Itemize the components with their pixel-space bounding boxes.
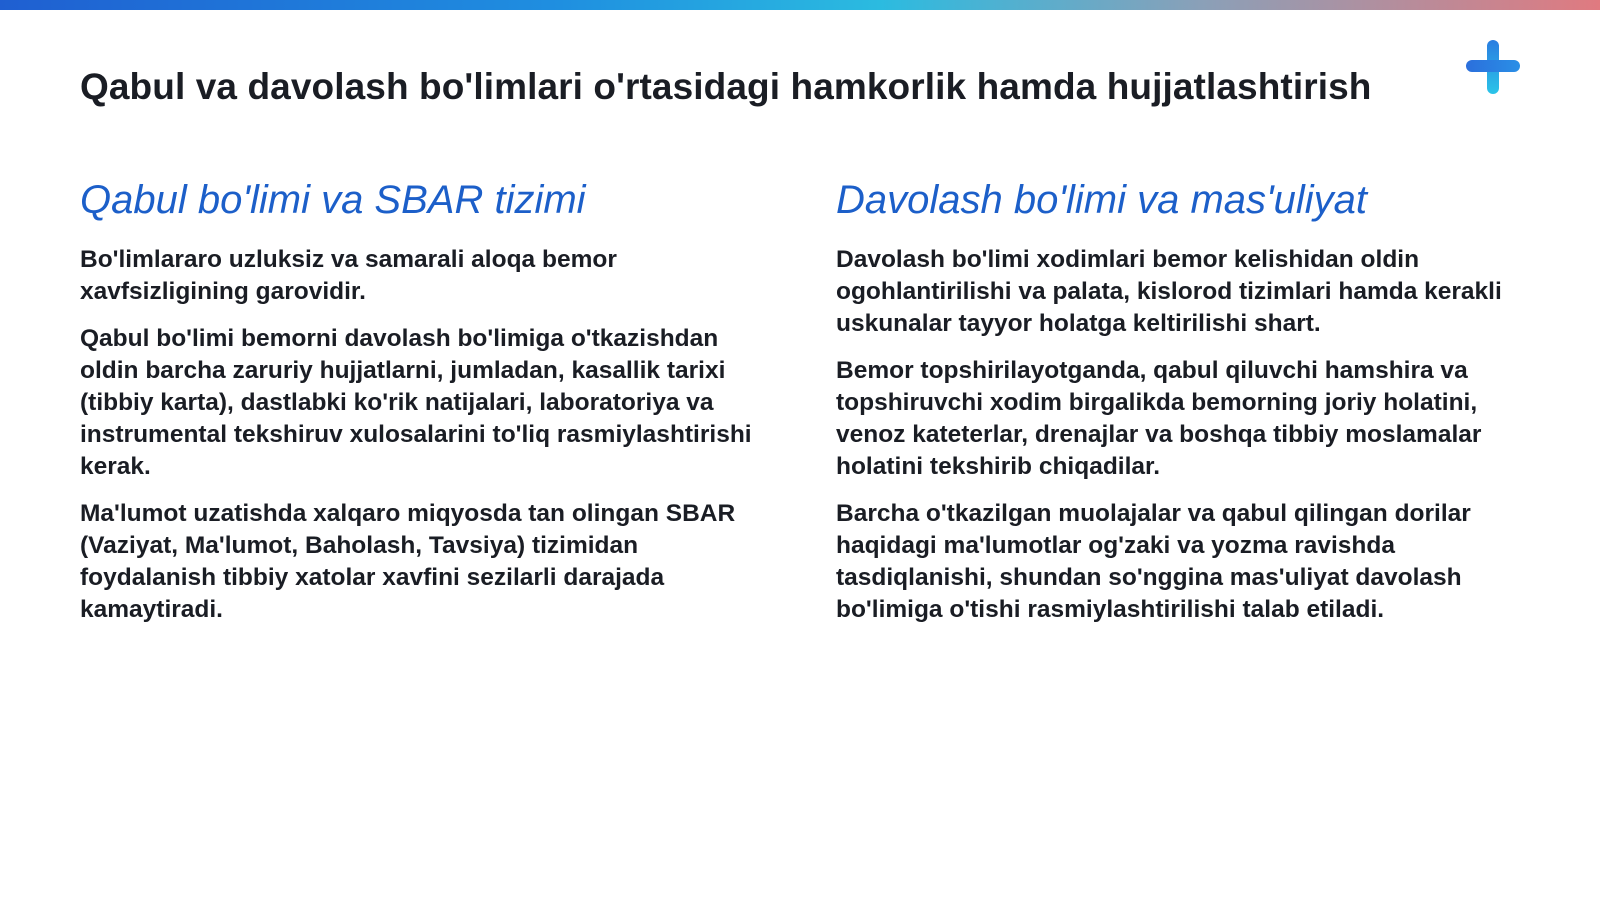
- medical-cross-icon: [1466, 40, 1520, 94]
- left-paragraph-3: Ma'lumot uzatishda xalqaro miqyosda tan olingan SBAR (Vaziyat, Ma'lumot, Baholash, Tavsiya) tizimidan foydalanish tibbiy xatolar xavfini sezilarli darajada kamaytiradi.: [80, 500, 736, 623]
- left-paragraph-2: Qabul bo'limi bemorni davolash bo'limiga o'tkazishdan oldin barcha zaruriy hujjatlarni, jumladan, kasallik tarixi (tibbiy karta), dastlabki ko'rik natijalari, laboratoriya va instrumental tekshiruv xulosalarini to'liq rasmiylashtirishi kerak.: [80, 325, 752, 480]
- right-paragraph-3: Barcha o'tkazilgan muolajalar va qabul qilingan dorilar haqidagi ma'lumotlar og'zaki va yozma ravishda tasdiqlanishi, shundan so'nggina mas'uliyat davolash bo'limiga o'tishi rasmiylashtirilishi talab etiladi.: [836, 500, 1471, 623]
- top-gradient-bar: [0, 0, 1600, 10]
- left-column: [80, 176, 760, 641]
- right-paragraph-1: Davolash bo'limi xodimlari bemor kelishidan oldin ogohlantirilishi va palata, kislorod tizimlari hamda kerakli uskunalar tayyor holatga keltirilishi shart.: [836, 246, 1502, 337]
- right-paragraph-2: Bemor topshirilayotganda, qabul qiluvchi hamshira va topshiruvchi xodim birgalikda bemorning joriy holatini, venoz kateterlar, drenajlar va boshqa tibbiy moslamalar holatini tekshirib chiqadilar.: [836, 357, 1482, 480]
- left-paragraph-1: Bo'limlararo uzluksiz va samarali aloqa bemor xavfsizligining garovidir.: [80, 246, 617, 305]
- slide-title: Qabul va davolash bo'limlari o'rtasidagi hamkorlik hamda hujjatlashtirish: [80, 66, 1372, 107]
- right-column-heading: Davolash bo'limi va mas'uliyat: [836, 178, 1368, 222]
- right-column: [836, 176, 1516, 641]
- left-column-heading: Qabul bo'limi va SBAR tizimi: [80, 178, 586, 222]
